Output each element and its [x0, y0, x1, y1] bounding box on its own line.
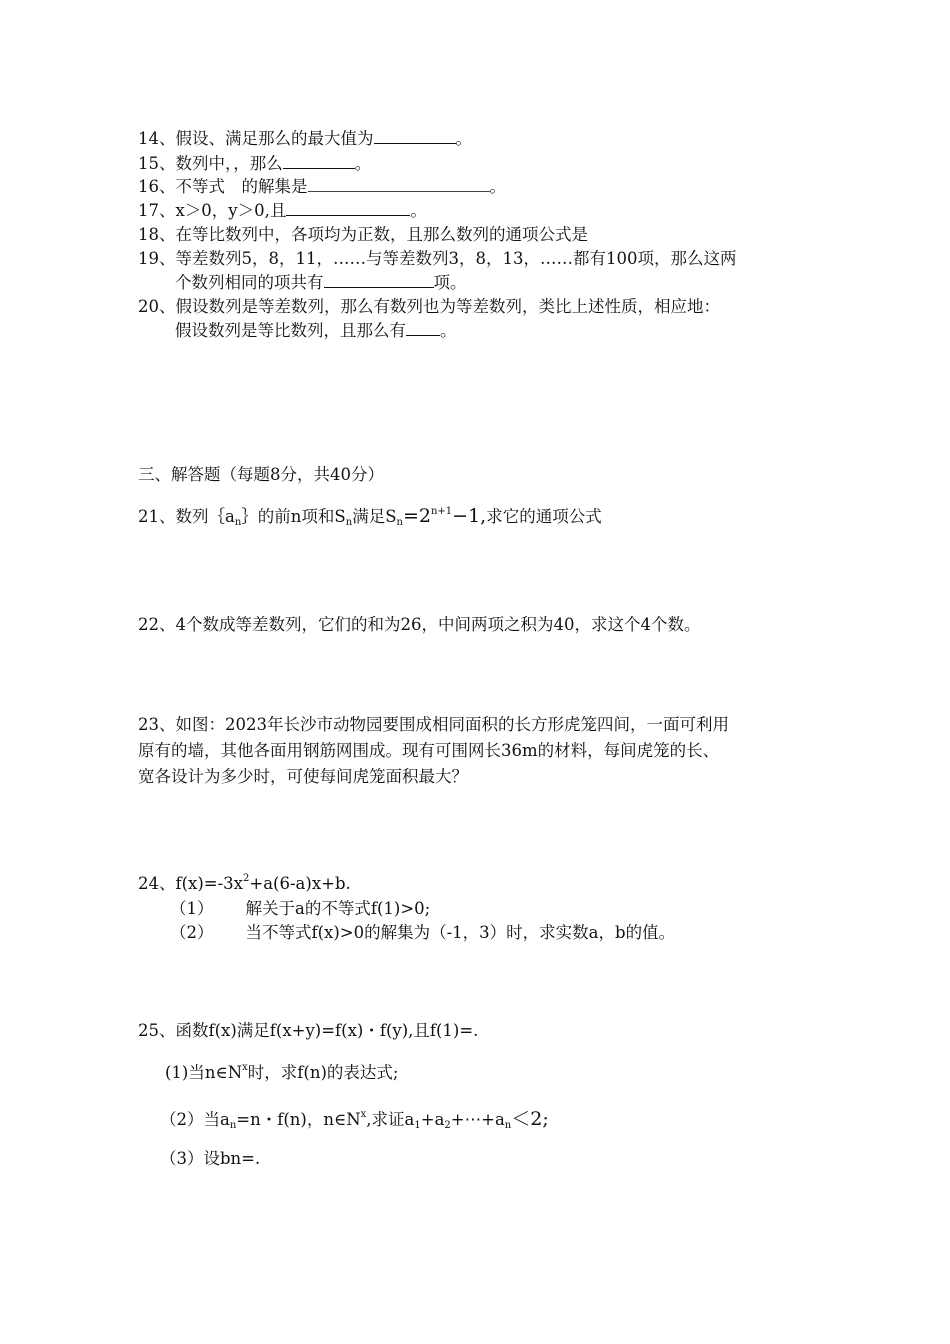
q25-part-2-f: ＜2;: [511, 1108, 549, 1130]
q25-part-2-d: +a: [420, 1110, 445, 1129]
q24-number: 24、: [138, 874, 176, 893]
q20-continued: [175, 320, 457, 342]
q24-expr-a: f(x)=-3x: [175, 874, 243, 893]
q24-part-1: [170, 898, 430, 920]
q24-expr-b: +a(6-a)x+b.: [249, 874, 351, 893]
q21-sup-4: n+1: [430, 506, 453, 517]
q20-line1: 假设数列是等差数列，那么有数列也为等差数列，类比上述性质，相应地：: [175, 297, 720, 316]
q25-part-2-sup: x: [360, 1109, 367, 1120]
q23-line3: 宽各设计为多少时，可使每间虎笼面积最大？: [138, 767, 468, 786]
section-3-heading: 三、解答题（每题8分，共40分）: [138, 465, 384, 484]
q24-part-2: [170, 922, 675, 944]
q23-line2: 原有的墙，其他各面用钢筋网围成。现有可围网长36m的材料，每间虎笼的长、: [138, 741, 720, 760]
q17-text: x＞0，y＞0,且: [175, 201, 287, 220]
q22: [138, 614, 701, 636]
q23: [138, 714, 729, 736]
q16-text: 不等式 的解集是: [175, 177, 308, 196]
q25-part-2-c: ,求证a: [366, 1110, 415, 1129]
q24-part-2-text: 当不等式f(x)>0的解集为（-1，3）时，求实数a，b的值。: [245, 923, 676, 942]
q23-number: 23、: [138, 715, 176, 734]
q25-number: 25、: [138, 1021, 176, 1040]
q25-part-3: （3）设bn=.: [160, 1149, 261, 1168]
q24-part-1-label: （1）: [170, 899, 214, 918]
q18-number: 18、: [138, 225, 176, 244]
q15-answer-blank[interactable]: [283, 153, 355, 169]
q21-text-1: 数列｛a: [175, 507, 235, 526]
q17-answer-blank[interactable]: [286, 200, 410, 216]
q22-number: 22、: [138, 615, 176, 634]
q16-number: 16、: [138, 177, 176, 196]
q18: [138, 224, 588, 246]
q19-line2: 个数列相同的项共有: [175, 273, 324, 292]
q17-number: 17、: [138, 201, 176, 220]
q17: [138, 200, 427, 222]
q16-answer-blank[interactable]: [308, 176, 490, 192]
q24: [138, 873, 351, 895]
q20-answer-blank[interactable]: [406, 320, 440, 336]
q15: [138, 153, 371, 175]
q21-sub-3: n: [396, 517, 403, 528]
q18-text: 在等比数列中，各项均为正数，且那么数列的通项公式是: [175, 225, 588, 244]
q20: [138, 296, 720, 318]
q25-part-2-sub-a1: 1: [414, 1120, 421, 1131]
q19-end: 项。: [433, 273, 467, 292]
q15-end: 。: [354, 154, 372, 173]
q16: [138, 176, 506, 198]
q21-text-5: −1,: [452, 505, 487, 527]
q25-part-2-b: =n・f(n)，n∈N: [236, 1110, 361, 1129]
q17-end: 。: [410, 201, 427, 220]
q19-continued: [175, 272, 467, 294]
q25-part-1: [165, 1062, 398, 1084]
q19-answer-blank[interactable]: [324, 272, 434, 288]
q21-text-3: 满足S: [352, 507, 397, 526]
q23-line1: 如图：2023年长沙市动物园要围成相同面积的长方形虎笼四间，一面可利用: [175, 715, 729, 734]
q25-part-1-sup: x: [242, 1062, 248, 1073]
q25-part-1-b: 时，求f(n)的表达式;: [247, 1063, 399, 1082]
q14-number: 14、: [138, 129, 176, 148]
q21-text-6: 求它的通项公式: [486, 507, 602, 526]
q14-text: 假设、满足那么的最大值为: [175, 129, 374, 148]
q24-sup: 2: [243, 873, 250, 884]
q14-answer-blank[interactable]: [374, 128, 456, 144]
q20-number: 20、: [138, 297, 176, 316]
q25-text: 函数f(x)满足f(x+y)=f(x)・f(y),且f(1)=.: [175, 1021, 479, 1040]
q19-number: 19、: [138, 249, 176, 268]
q25-part-1-a: (1)当n∈N: [165, 1063, 243, 1082]
q20-line2: 假设数列是等比数列，且那么有: [175, 321, 406, 340]
q15-number: 15、: [138, 154, 176, 173]
q19-line1: 等差数列5，8，11，……与等差数列3，8，13，……都有100项，那么这两: [175, 249, 737, 268]
q20-end: 。: [440, 321, 457, 340]
q21-text-4: =2: [402, 505, 431, 527]
q21-sub-2: n: [345, 517, 353, 528]
q24-part-2-label: （2）: [170, 923, 214, 942]
q21-number: 21、: [138, 507, 176, 526]
q21-text-2: ｝的前n项和S: [241, 507, 346, 526]
q15-text: 数列中，，那么: [175, 154, 283, 173]
q25-part-2-sub-a2: 2: [444, 1120, 451, 1131]
q14: [138, 128, 472, 150]
q25-part-2-a: （2）当a: [160, 1110, 230, 1129]
q25-part-2-sub-an: n: [504, 1120, 512, 1131]
q21: [138, 505, 602, 528]
q19: [138, 248, 736, 270]
q25: [138, 1020, 478, 1042]
q22-text: 4个数成等差数列，它们的和为26，中间两项之积为40，求这个4个数。: [175, 615, 701, 634]
q24-part-1-text: 解关于a的不等式f(1)>0;: [245, 899, 431, 918]
q25-part-2-sub-1: n: [229, 1120, 237, 1131]
q25-part-2: [160, 1108, 549, 1131]
q14-end: 。: [455, 129, 472, 148]
q21-sub-1: n: [234, 517, 242, 528]
q16-end: 。: [489, 177, 506, 196]
q25-part-2-e: +⋯+a: [450, 1110, 505, 1129]
